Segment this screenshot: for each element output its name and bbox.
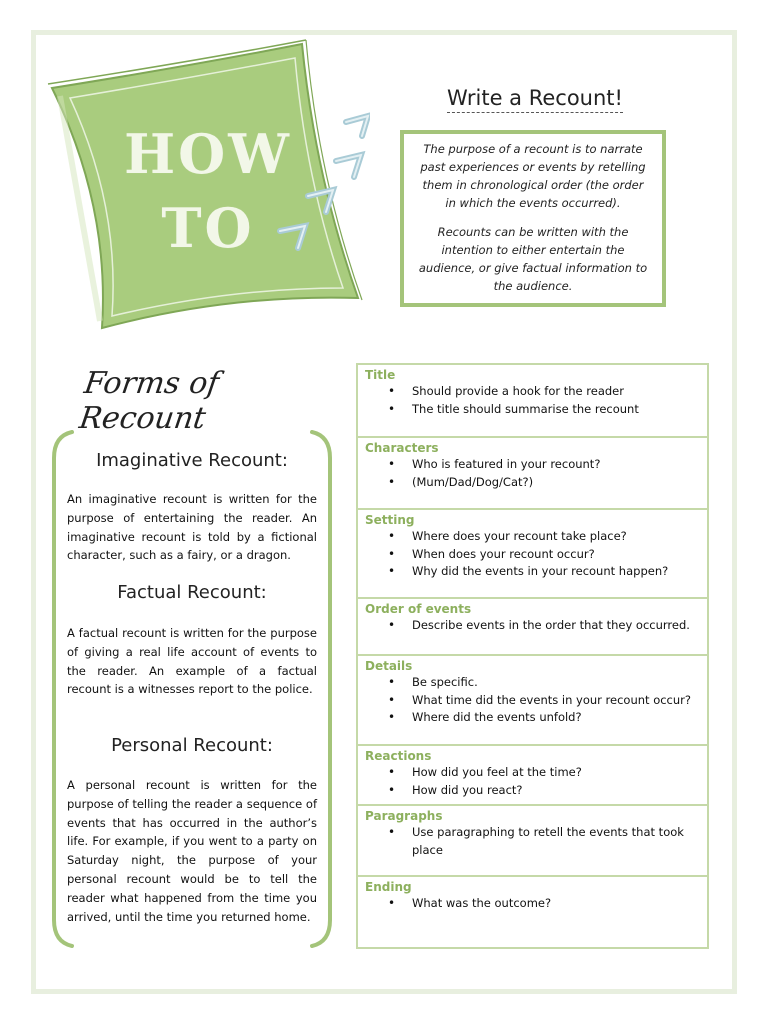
factual-text: A factual recount is written for the purpose of giving a real life account of events to the reader. An example of a factual recount is a witnesses report to the police. (67, 626, 317, 697)
list-item: • Use paragraphing to retell the events that took place (365, 824, 701, 859)
table-row (358, 656, 707, 746)
row-title: Order of events (365, 602, 472, 616)
personal-heading: Personal Recount: (111, 735, 273, 756)
forms-heading: Forms of Recount (77, 366, 222, 436)
row-list (365, 895, 701, 913)
table-row (358, 877, 707, 947)
list-item: • Should provide a hook for the reader (365, 383, 701, 401)
list-item: • Who is featured in your recount? (365, 456, 701, 474)
row-title: Ending (365, 880, 412, 894)
purpose-paragraph-1: The purpose of a recount is to narrate past experiences or events by retelling them in chronological order (the order in which the events occurred). (420, 142, 646, 210)
list-item: • Why did the events in your recount happen? (365, 563, 701, 581)
row-list (365, 764, 701, 799)
list-item: • How did you react? (365, 782, 701, 800)
factual-heading: Factual Recount: (117, 582, 267, 603)
list-item: • (Mum/Dad/Dog/Cat?) (365, 474, 701, 492)
row-title: Paragraphs (365, 809, 443, 823)
row-list (365, 617, 701, 635)
list-item: • What time did the events in your recount occur? (365, 692, 701, 710)
badge-text-to: TO (161, 196, 255, 260)
list-item: • What was the outcome? (365, 895, 701, 913)
imaginative-heading: Imaginative Recount: (96, 450, 288, 471)
row-list (365, 528, 701, 581)
personal-text: A personal recount is written for the purpose of telling the reader a sequence of events that has occurred in the author’s life. For example, if you went to a party on Saturday night, the purpose of your personal recount would be to tell the reader what happened from the time you arrived, until the time you returned home. (67, 778, 317, 924)
badge-graphic (40, 36, 370, 336)
table-row (358, 599, 707, 656)
how-to-badge (40, 36, 370, 336)
row-title: Title (365, 368, 396, 382)
forms-panel (50, 430, 334, 948)
list-item: • Where did the events unfold? (365, 709, 701, 727)
badge-text-how: HOW (124, 122, 292, 186)
purpose-paragraph-2: Recounts can be written with the intention to either entertain the audience, or give factual information to the audience. (418, 225, 648, 293)
list-item: • Where does your recount take place? (365, 528, 701, 546)
imaginative-text: An imaginative recount is written for the purpose of entertaining the reader. An imaginative recount is told by a fictional character, such as a fairy, or a dragon. (67, 492, 317, 563)
row-list (365, 824, 701, 859)
table-row (358, 438, 707, 510)
list-item: • Be specific. (365, 674, 701, 692)
row-title: Setting (365, 513, 415, 527)
list-item: • How did you feel at the time? (365, 764, 701, 782)
row-title: Reactions (365, 749, 432, 763)
table-row (358, 806, 707, 877)
row-title: Characters (365, 441, 439, 455)
row-list (365, 383, 701, 418)
row-list (365, 674, 701, 727)
list-item: • Describe events in the order that they occurred. (365, 617, 701, 635)
row-list (365, 456, 701, 491)
page-title-text: Write a Recount! (447, 86, 623, 113)
list-item: • The title should summarise the recount (365, 401, 701, 419)
recount-features-table (356, 363, 709, 949)
row-title: Details (365, 659, 413, 673)
list-item: • When does your recount occur? (365, 546, 701, 564)
table-row (358, 365, 707, 438)
table-row (358, 510, 707, 599)
page-title (420, 86, 650, 110)
purpose-box (400, 130, 666, 307)
table-row (358, 746, 707, 806)
